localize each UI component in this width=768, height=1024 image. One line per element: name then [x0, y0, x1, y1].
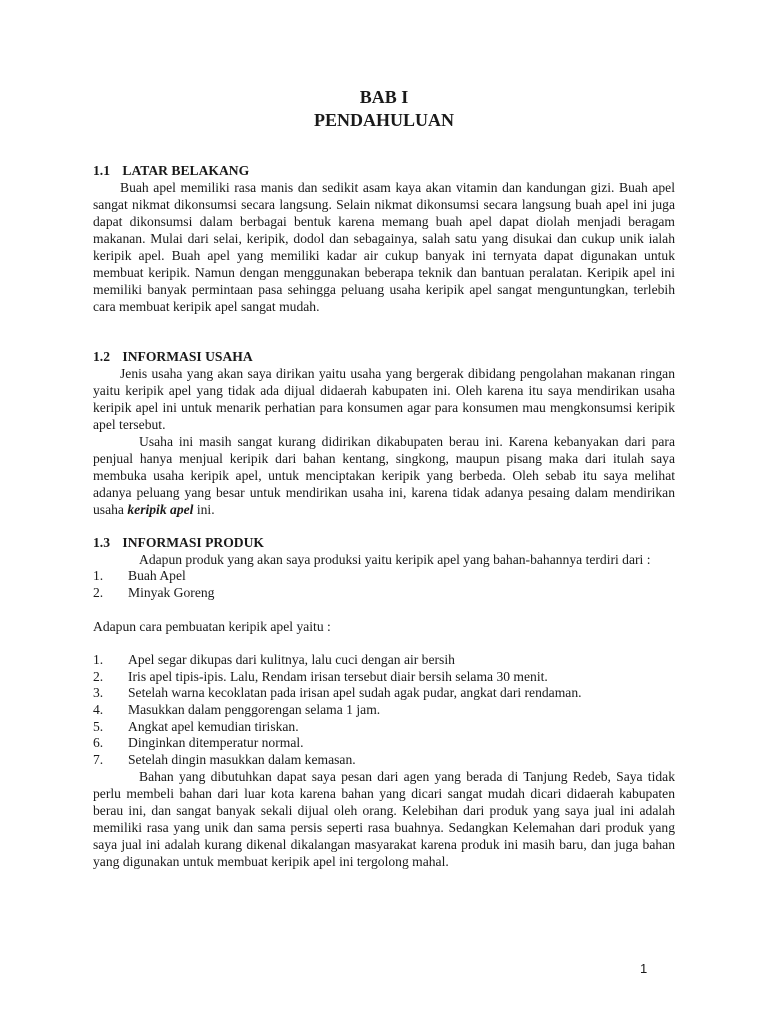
- list-item: [93, 685, 675, 702]
- list-number: 4.: [93, 701, 104, 717]
- list-item: [93, 702, 675, 719]
- section-number: 1.3: [93, 535, 110, 550]
- list-text: Masukkan dalam penggorengan selama 1 jam.: [128, 701, 381, 717]
- list-number: 3.: [93, 685, 104, 701]
- paragraph-text: Usaha ini masih sangat kurang didirikan dikabupaten berau ini. Karena kebanyakan dari para penjual hanya menjual keripik dari bahan kentang, singkong, maupun pisang maka dari itulah saya membuka usaha keripik apel, untuk menciptakan keripik yang berbeda. Oleh sebab itu saya melihat adanya peluang yang besar untuk mendirikan usaha ini, karena tidak adanya pesaing dalam mendirikan usaha: [93, 434, 675, 517]
- section-title: LATAR BELAKANG: [122, 163, 250, 178]
- section-number: 1.2: [93, 349, 110, 364]
- emphasis-text: keripik apel: [127, 502, 194, 517]
- list-text: Iris apel tipis-ipis. Lalu, Rendam irisan tersebut diair bersih selama 30 menit.: [128, 668, 548, 684]
- list-text: Setelah warna kecoklatan pada irisan apel sudah agak pudar, angkat dari rendaman.: [128, 685, 582, 701]
- section-latar-belakang: [93, 162, 675, 315]
- paragraph: Buah apel memiliki rasa manis dan sedikit asam kaya akan vitamin dan kandungan gizi. Buah apel sangat nikmat dikonsumsi secara langsung. Selain nikmat dikonsumsi secara langsung buah apel ini juga dapat dikonsumsi dalam berbagai bentuk karena memang buah apel dapat diolah menjadi beragam makanan. Mulai dari selai, keripik, dodol dan sebagainya, salah satu yang disukai dan cukup unik ialah keripik apel. Buah apel yang memiliki kadar air cukup banyak ini ternyata dapat digunakan untuk membuat keripik. Namun dengan menggunakan beberapa teknik dan bantuan peralatan. Keripik apel ini memiliki banyak permintaan pasa sehingga peluang usaha keripik apel sangat menguntungkan, terlebih cara membuat keripik apel sangat mudah.: [93, 180, 675, 314]
- section-informasi-usaha: [93, 348, 675, 518]
- list-item: [93, 752, 675, 769]
- list-item: [93, 652, 675, 669]
- list-item: [93, 735, 675, 752]
- list-text: Setelah dingin masukkan dalam kemasan.: [128, 751, 356, 767]
- list-item: [93, 719, 675, 736]
- list-item: [93, 585, 675, 602]
- ingredients-list: [93, 568, 675, 601]
- chapter-number: BAB I: [359, 87, 409, 107]
- section-heading: [93, 162, 675, 179]
- section-heading: [93, 348, 675, 365]
- section-heading: [93, 534, 675, 551]
- list-number: 7.: [93, 751, 104, 767]
- section-title: INFORMASI PRODUK: [122, 535, 265, 550]
- list-number: 5.: [93, 718, 104, 734]
- list-text: Buah Apel: [128, 568, 186, 583]
- list-number: 1.: [93, 652, 104, 668]
- list-number: 2.: [93, 668, 104, 684]
- steps-list: [93, 652, 675, 768]
- paragraph: Bahan yang dibutuhkan dapat saya pesan dari agen yang berada di Tanjung Redeb, Saya tidak perlu membeli bahan dari luar kota karena bahan yang dicari sangat mudah dicari didaerah kabupaten berau ini, dan sangat banyak sekali dijual oleh orang. Kelebihan dari produk yang saya jual ini adalah memiliki rasa yang unik dan sama persis seperti rasa buahnya. Sedangkan Kelemahan dari produk yang saya jual ini adalah kurang dikenal dikalangan masyarakat karena produk ini masih baru, dan juga bahan yang digunakan untuk membuat keripik apel ini tergolong mahal.: [93, 769, 675, 870]
- paragraph: [93, 433, 675, 518]
- list-text: Minyak Goreng: [128, 584, 215, 600]
- list-number: 6.: [93, 735, 104, 751]
- page-number: 1: [640, 961, 648, 976]
- list-text: Apel segar dikupas dari kulitnya, lalu cuci dengan air bersih: [128, 652, 455, 668]
- paragraph: Adapun produk yang akan saya produksi yaitu keripik apel yang bahan-bahannya terdiri dari :: [139, 552, 651, 567]
- list-text: Angkat apel kemudian tiriskan.: [128, 718, 299, 734]
- list-text: Dinginkan ditemperatur normal.: [128, 735, 304, 751]
- document-page: [93, 86, 675, 870]
- chapter-name: PENDAHULUAN: [313, 110, 454, 130]
- paragraph: Adapun cara pembuatan keripik apel yaitu :: [93, 619, 331, 635]
- list-number: 2.: [93, 584, 104, 600]
- list-item: [93, 568, 675, 585]
- paragraph-text: ini.: [196, 502, 215, 517]
- section-number: 1.1: [93, 163, 110, 178]
- chapter-title: [93, 86, 675, 132]
- paragraph: Jenis usaha yang akan saya dirikan yaitu usaha yang bergerak dibidang pengolahan makanan ringan yaitu keripik apel yang tidak ada dijual didaerah kabupaten ini. Oleh karena itu saya mendirikan usaha keripik apel ini untuk menarik perhatian para konsumen agar para konsumen mau mengkonsumsi keripik apel tersebut.: [93, 366, 675, 432]
- list-number: 1.: [93, 568, 104, 583]
- section-title: INFORMASI USAHA: [122, 349, 253, 364]
- section-informasi-produk: [93, 534, 675, 870]
- list-item: [93, 669, 675, 686]
